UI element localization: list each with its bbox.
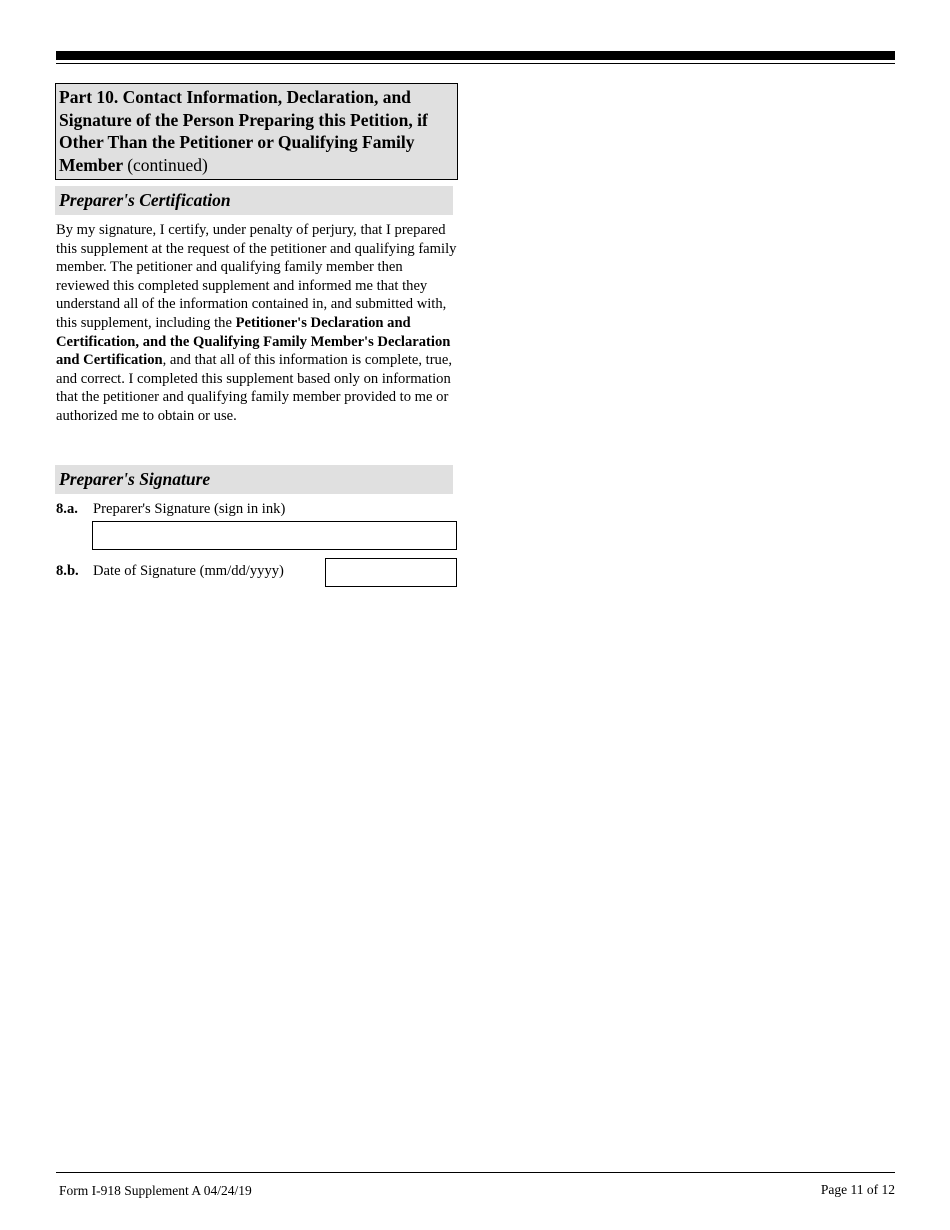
certification-text-part2: , and that all of this information is complete, true, and correct. I completed this supplement based only on information that the petitioner and qualifying family member provided to me or authorized me to obtain or use. [56,352,452,424]
part-title: Part 10. Contact Information, Declaration, and Signature of the Person Preparing this Petition, if Other Than the Petitioner or Qualifying Family Member [59,87,428,175]
date-of-signature-field[interactable] [325,558,457,587]
certification-heading: Preparer's Certification [55,186,453,215]
item-8a-number: 8.a. [56,501,78,517]
signature-heading: Preparer's Signature [55,465,453,494]
part-header [55,83,458,180]
footer-rule [56,1172,895,1173]
preparer-signature-field[interactable] [92,521,457,550]
top-rule-thick [56,51,895,60]
certification-text-part1: By my signature, I certify, under penalty of perjury, that I prepared this supplement at the request of the petitioner and qualifying family member. The petitioner and qualifying family member then reviewed this completed supplement and informed me that they understand all of the information contained in, and submitted with, this supplement, including the [56,222,457,331]
part-continued: (continued) [127,154,208,175]
item-8a-label: Preparer's Signature (sign in ink) [93,501,286,517]
footer-page-number: Page 11 of 12 [820,1182,895,1197]
item-8b-label: Date of Signature (mm/dd/yyyy) [93,563,284,579]
item-8b-number: 8.b. [56,563,79,579]
certification-text [56,221,458,426]
certification-text-bold: Petitioner's Declaration and Certification, and the Qualifying Family Member's Declaration and Certification [56,314,451,369]
top-rule-thin [56,63,895,64]
footer-form-id: Form I-918 Supplement A 04/24/19 [59,1183,252,1198]
